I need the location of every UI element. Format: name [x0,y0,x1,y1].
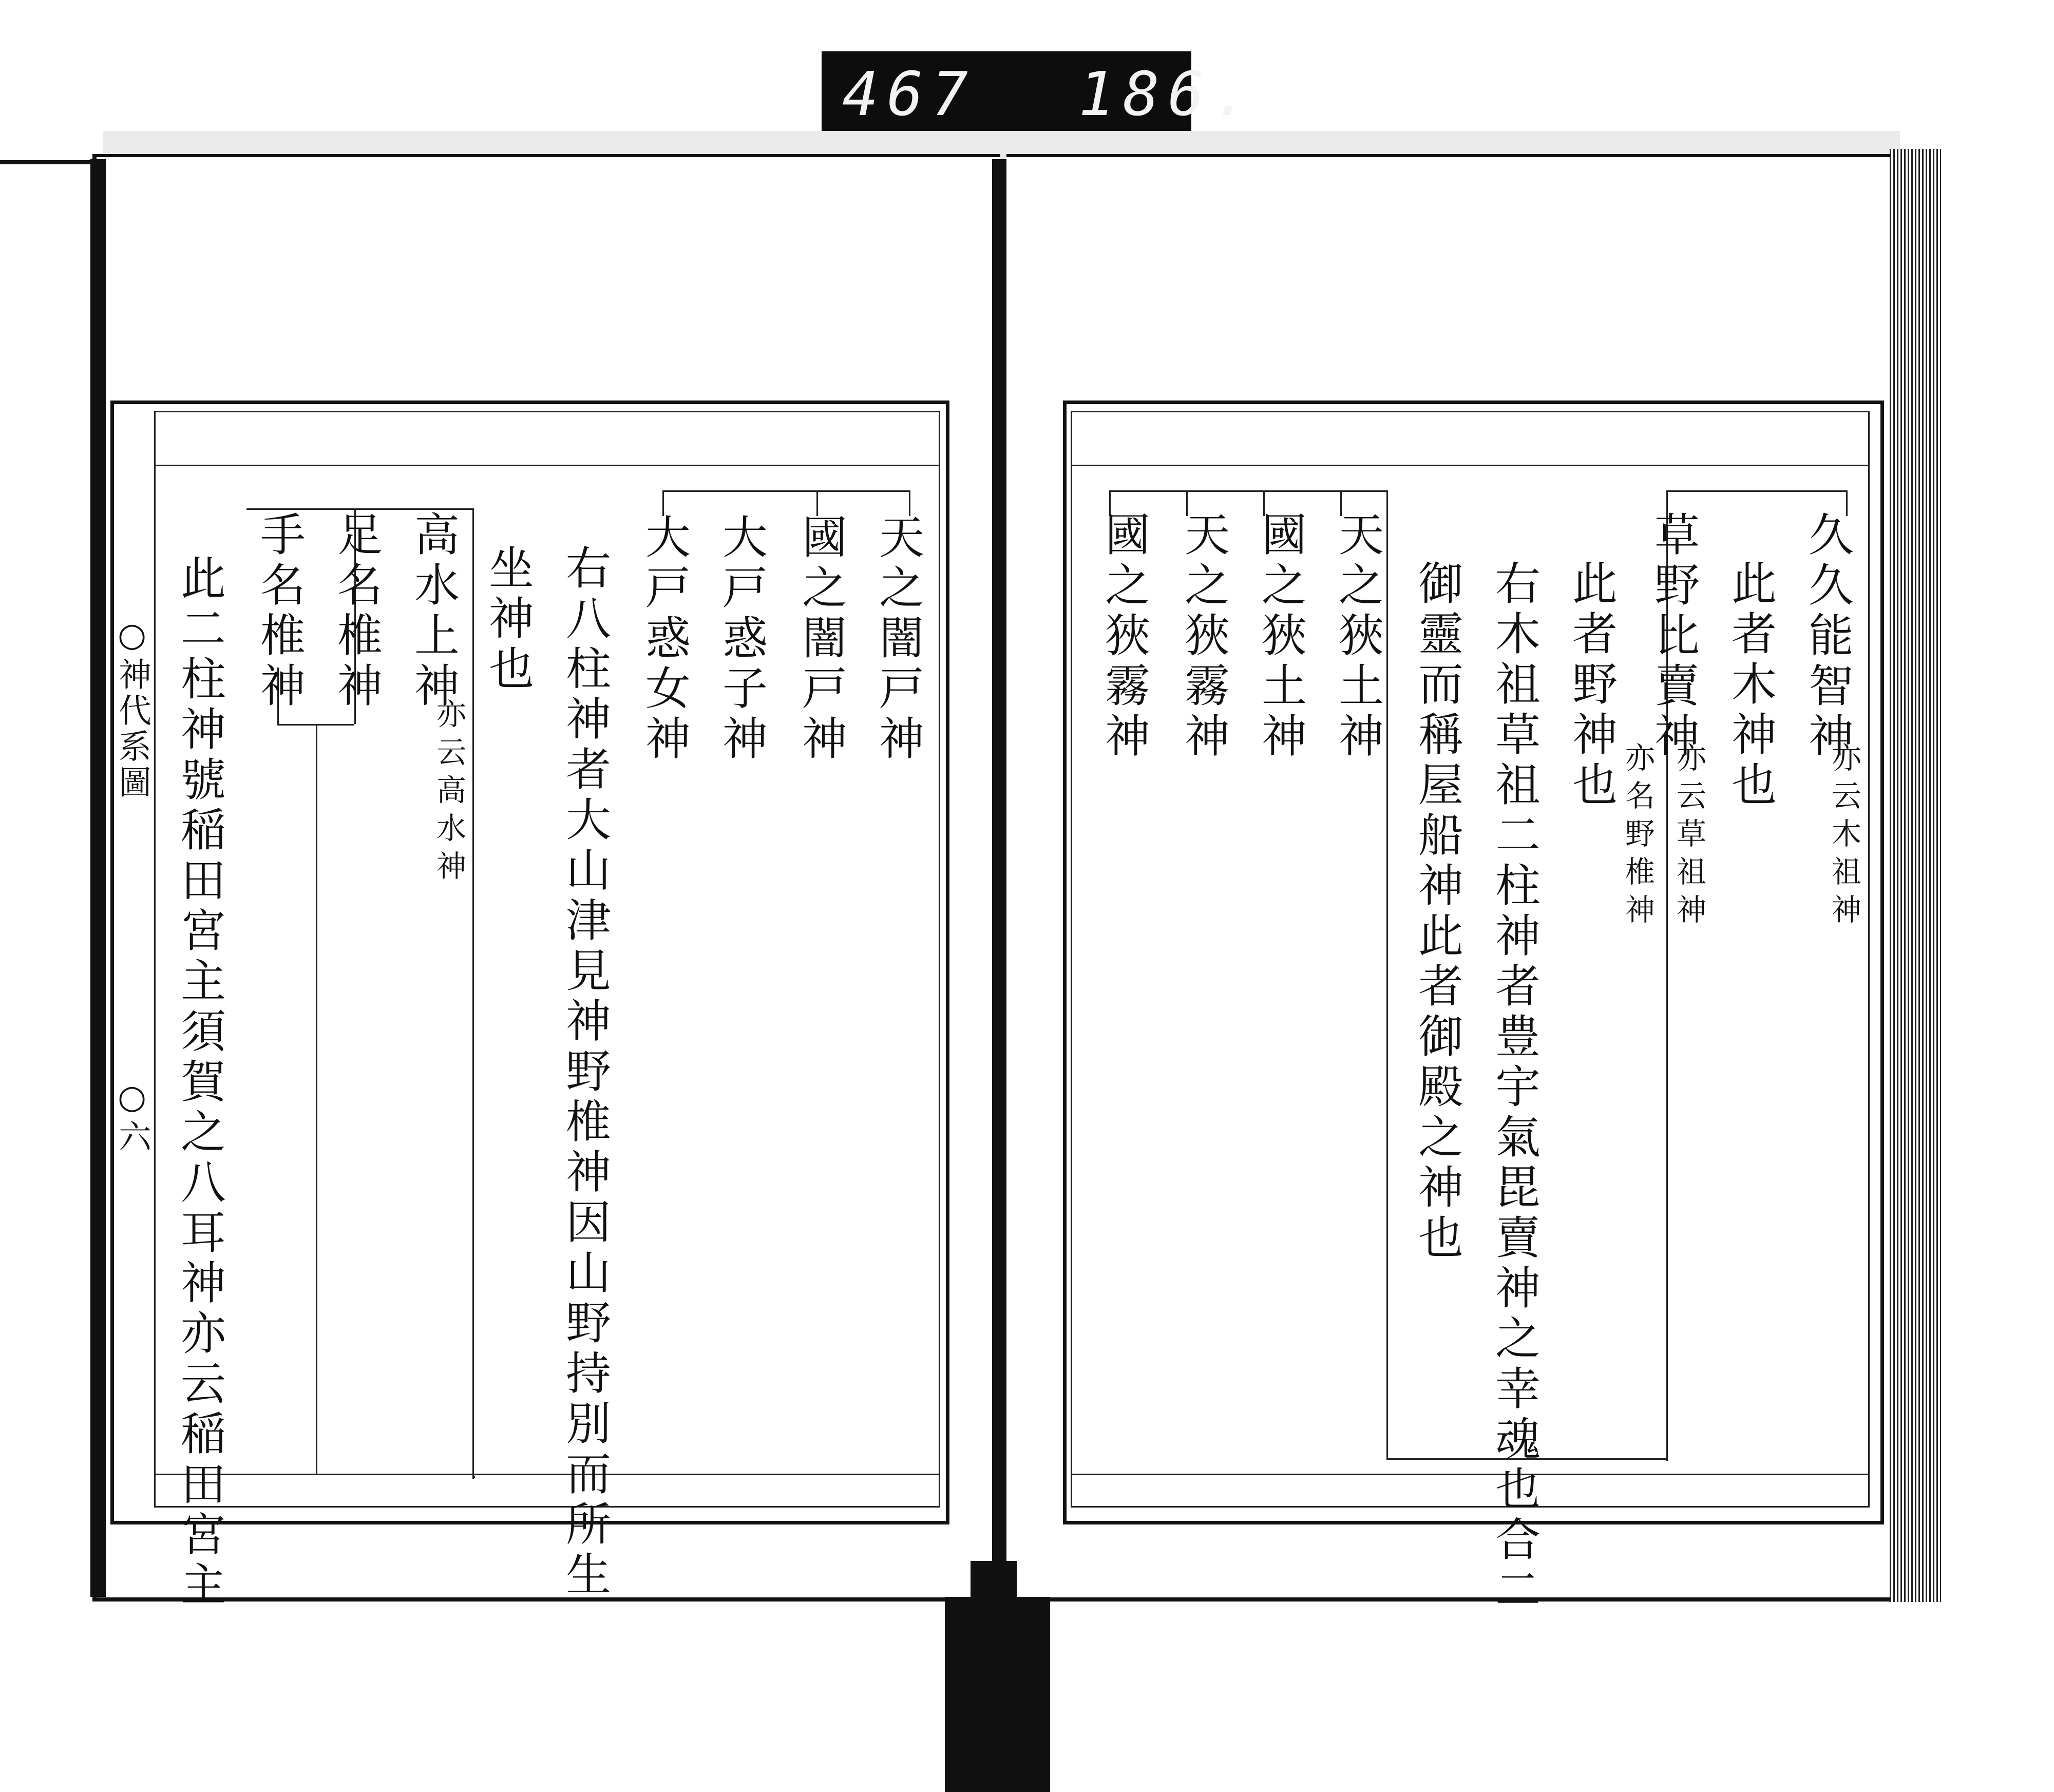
left-page-edge [90,159,106,1597]
text-column: 天之狹霧神 [1177,511,1230,762]
left-header-rule [154,465,939,466]
genealogy-line [662,490,909,492]
genealogy-line [1109,490,1387,492]
text-column: 此二柱神號稲田宮主須賀之八耳神亦云稲田宮主 [174,555,226,1611]
text-column: 國之狹霧神 [1098,511,1151,762]
text-column: 久久能智神 [1801,511,1854,762]
text-column: 手名椎神 [253,511,306,712]
margin-title: ○神代系圖 [113,616,151,801]
left-footer-rule [154,1474,939,1475]
genealogy-line [1386,490,1388,1460]
genealogy-line [472,508,474,1479]
right-footer-rule [1071,1474,1868,1475]
text-column: 右八柱神者大山津見神野椎神因山野持別而所生 [559,544,612,1601]
text-column: 坐神也 [482,544,535,695]
text-column: 大戸惑子神 [715,513,768,765]
annotation-note: 亦云高水神 [431,698,466,888]
text-column: 高水上神 [407,511,460,712]
right-header-rule [1071,465,1868,466]
genealogy-line [662,490,664,516]
tag-number-left: 467 [842,59,977,129]
genealogy-line [316,724,317,1474]
book-spine [945,1597,1050,1792]
text-column: 國之狹土神 [1254,511,1307,762]
annotation-note: 亦云草祖神 [1671,742,1706,932]
text-column: 草野比賣神 [1647,511,1700,762]
page-fore-edge [1890,149,1941,1602]
genealogy-line [909,490,910,516]
text-column: 此者野神也 [1565,560,1618,811]
page-number: ○六 [113,1078,151,1155]
text-column: 國之闇戸神 [795,513,848,765]
text-column: 此者木神也 [1724,560,1777,811]
genealogy-line [472,1476,475,1478]
text-column: 足名椎神 [330,511,383,712]
text-column: 天之闇戸神 [872,513,925,765]
genealogy-line [1666,490,1846,492]
book-gutter [992,159,1006,1597]
genealogy-line [816,490,818,516]
annotation-note: 亦云木祖神 [1827,742,1861,932]
annotation-note: 亦名野椎神 [1620,742,1655,932]
catalog-number-tag [822,51,1258,131]
text-column: 右木祖草祖二柱神者豊宇氣毘賣神之幸魂也合二 [1488,560,1541,1616]
text-column: 大戸惑女神 [638,513,691,765]
text-column: 御靈而稱屋船神此者御殿之神也 [1411,560,1464,1264]
text-column: 天之狹土神 [1332,511,1384,762]
genealogy-line [246,508,472,510]
tag-number-right: 186. [1078,59,1258,129]
